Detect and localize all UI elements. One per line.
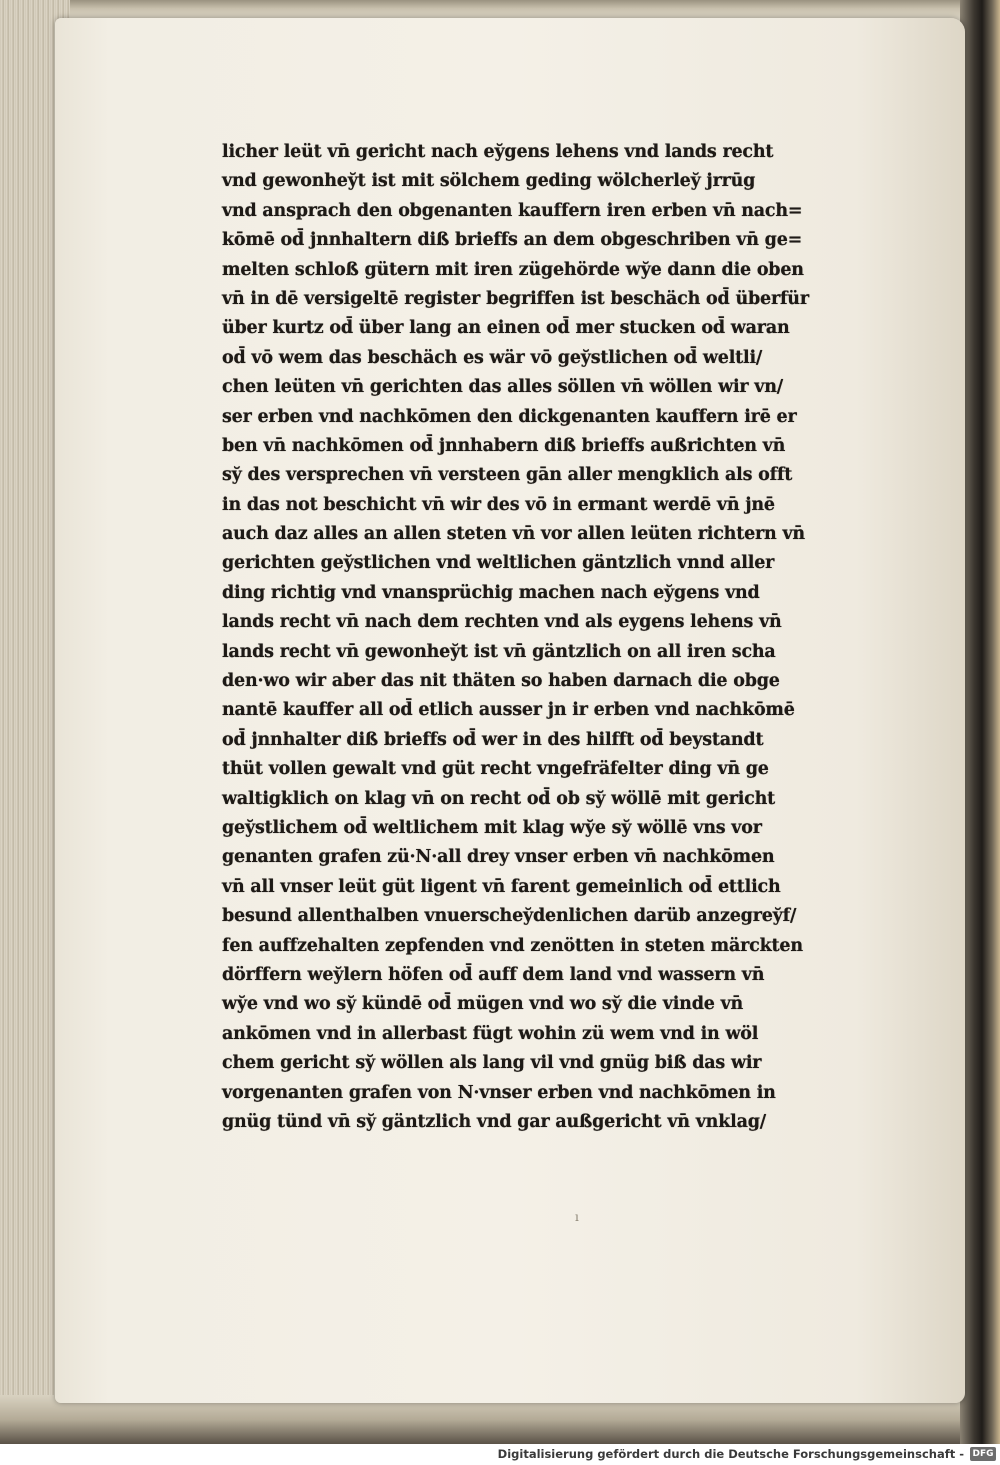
text-line: thüt vollen gewalt vnd güt recht vngefräfelter ding vn̄ ge <box>222 759 769 780</box>
text-line: gnüg tünd vn̄ sy̆ gäntzlich vnd gar außgericht vn̄ vnklag/ <box>222 1111 766 1132</box>
text-line: wy̆e vnd wo sy̆ kündē od̄ mügen vnd wo sy̆ die vinde vn̄ <box>222 994 744 1015</box>
text-line: in das not beschicht vn̄ wir des vō in ermant werdē vn̄ jnē <box>222 494 775 515</box>
text-line: fen auffzehalten zepfenden vnd zenötten in steten märckten <box>222 935 803 956</box>
text-line: dörffern wey̆lern höfen od̄ auff dem land vnd wassern vn̄ <box>222 964 765 985</box>
text-line: lands recht vn̄ nach dem rechten vnd als eygens lehens vn̄ <box>222 612 782 633</box>
text-line: genanten grafen zü·N·all drey vnser erben vn̄ nachkōmen <box>222 847 775 868</box>
text-line: vn̄ in dē versigeltē register begriffen ist beschäch od̄ überfür <box>222 288 809 309</box>
text-line: ben vn̄ nachkōmen od̄ jnnhabern diß brieffs außrichten vn̄ <box>222 435 786 456</box>
text-line: gey̆stlichem od̄ weltlichem mit klag wy̆e sy̆ wöllē vns vor <box>222 817 762 838</box>
text-line: waltigklich on klag vn̄ on recht od̄ ob sy̆ wöllē mit gericht <box>222 788 776 809</box>
text-line: vn̄ all vnser leüt güt ligent vn̄ farent gemeinlich od̄ ettlich <box>222 876 781 897</box>
text-line: licher leüt vn̄ gericht nach ey̆gens lehens vnd lands recht <box>222 142 774 162</box>
dfg-logo-icon: DFG <box>970 1447 996 1461</box>
text-line: sy̆ des versprechen vn̄ versteen gān aller mengklich als offt <box>222 465 793 486</box>
text-line: den·wo wir aber das nit thäten so haben darnach die obge <box>222 671 780 692</box>
text-line: melten schloß gütern mit iren zügehörde wy̆e dann die oben <box>222 259 804 280</box>
text-line: auch daz alles an allen steten vn̄ vor allen leüten richtern vn̄ <box>222 524 805 545</box>
text-line: ding richtig vnd vnansprüchig machen nach ey̆gens vnd <box>222 582 760 603</box>
text-line: nantē kauffer all od̄ etlich ausser jn ir erben vnd nachkōmē <box>222 700 795 721</box>
page-mark: ı <box>575 1210 579 1224</box>
text-line: vnd gewonhey̆t ist mit sölchem geding wölcherley̆ jrrūg <box>222 171 756 192</box>
text-line: kōmē od̄ jnnhaltern diß brieffs an dem obgeschriben vn̄ ge= <box>222 230 803 251</box>
text-line: über kurtz od̄ über lang an einen od̄ mer stucken od̄ waran <box>222 318 790 339</box>
text-line: ser erben vnd nachkōmen den dickgenanten kauffern irē er <box>222 406 797 427</box>
text-line: lands recht vn̄ gewonhey̆t ist vn̄ gäntzlich on all iren scha <box>222 641 776 662</box>
text-line: vorgenanten grafen von N·vnser erben vnd nachkōmen in <box>222 1082 776 1103</box>
text-line: od̄ vō wem das beschäch es wär vō gey̆stlichen od̄ weltli/ <box>222 347 763 368</box>
footer-bar <box>0 1444 1000 1465</box>
text-line: vnd ansprach den obgenanten kauffern iren erben vn̄ nach= <box>222 200 803 221</box>
page-text-block <box>222 138 912 1137</box>
text-line: chem gericht sy̆ wöllen als lang vil vnd gnüg biß das wir <box>222 1053 762 1074</box>
book-gutter <box>960 0 1000 1444</box>
footer-credit: Digitalisierung gefördert durch die Deutsche Forschungsgemeinschaft - <box>497 1447 964 1461</box>
text-line: besund allenthalben vnuerschey̆denlichen darüb anzegrey̆f/ <box>222 906 797 927</box>
text-line: chen leüten vn̄ gerichten das alles söllen vn̄ wöllen wir vn/ <box>222 377 783 398</box>
text-line: gerichten gey̆stlichen vnd weltlichen gäntzlich vnnd aller <box>222 553 775 574</box>
text-line: od̄ jnnhalter diß brieffs od̄ wer in des hilfft od̄ beystandt <box>222 729 764 750</box>
text-line: ankōmen vnd in allerbast fügt wohin zü wem vnd in wöl <box>222 1023 759 1044</box>
